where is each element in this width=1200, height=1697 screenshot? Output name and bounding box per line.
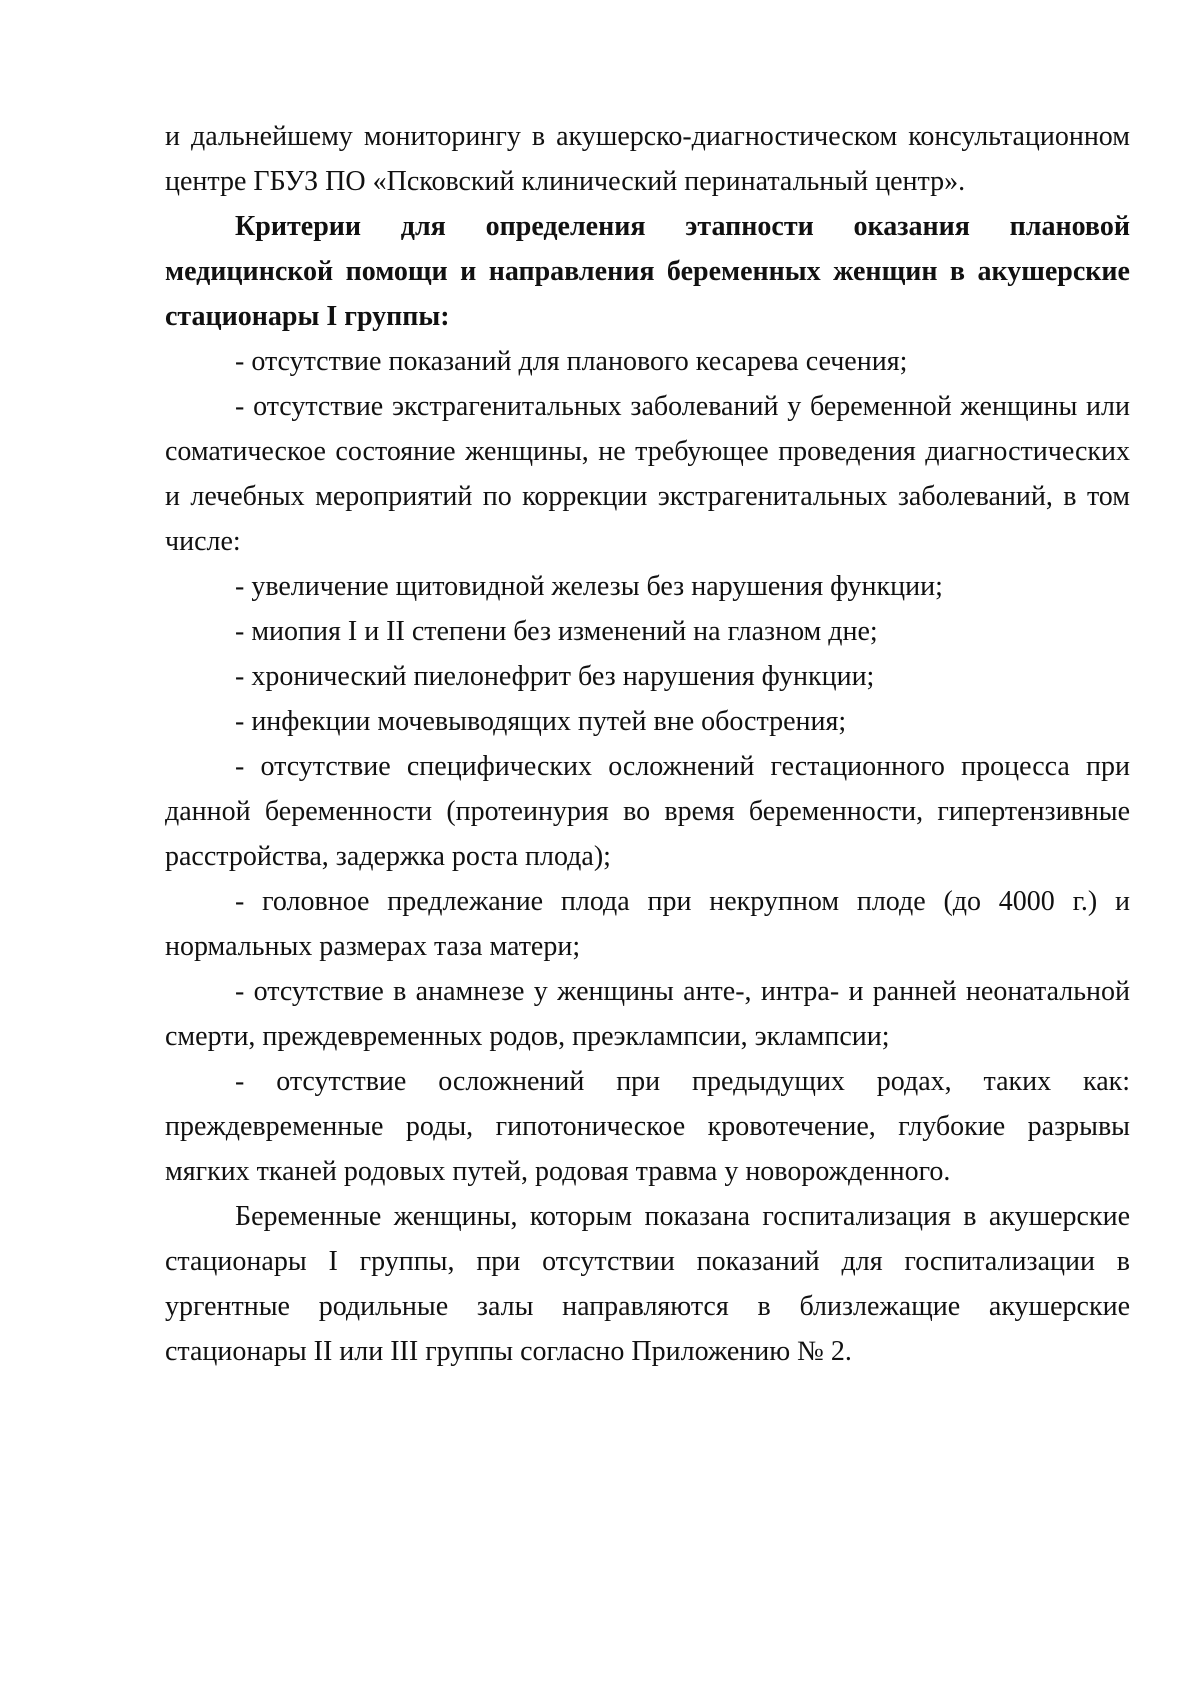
criteria-item: - отсутствие экстрагенитальных заболеваний у беременной женщины или соматическое состояние женщины, не требующее проведения диагностических и лечебных мероприятий по коррекции экстрагенитальных заболеваний, в том числе: — [165, 391, 1130, 557]
criteria-item: - инфекции мочевыводящих путей вне обострения; — [235, 706, 847, 737]
section-heading: Критерии для определения этапности оказания плановой медицинской помощи и направления беременных женщин в акушерские стационары I группы: — [165, 211, 1130, 332]
criteria-item: - хронический пиелонефрит без нарушения функции; — [235, 661, 875, 692]
criteria-item: - миопия I и II степени без изменений на глазном дне; — [235, 616, 878, 647]
criteria-item: - отсутствие в анамнезе у женщины анте-, интра- и ранней неонатальной смерти, преждевременных родов, преэклампсии, эклампсии; — [165, 976, 1130, 1052]
criteria-item: - отсутствие специфических осложнений гестационного процесса при данной беременности (протеинурия во время беременности, гипертензивные расстройства, задержка роста плода); — [165, 751, 1130, 872]
criteria-item: - головное предлежание плода при некрупном плоде (до 4000 г.) и нормальных размерах таза матери; — [165, 886, 1130, 962]
document-body — [165, 114, 1130, 1374]
criteria-item: - отсутствие показаний для планового кесарева сечения; — [235, 346, 908, 377]
conclusion-paragraph: Беременные женщины, которым показана госпитализация в акушерские стационары I группы, при отсутствии показаний для госпитализации в ургентные родильные залы направляются в близлежащие акушерские стационары II или III группы согласно Приложению № 2. — [165, 1201, 1130, 1367]
criteria-item: - отсутствие осложнений при предыдущих родах, таких как: преждевременные роды, гипотоническое кровотечение, глубокие разрывы мягких тканей родовых путей, родовая травма у новорожденного. — [165, 1066, 1130, 1187]
continuation-paragraph: и дальнейшему мониторингу в акушерско-диагностическом консультационном центре ГБУЗ ПО «Псковский клинический перинатальный центр». — [165, 121, 1130, 197]
criteria-item: - увеличение щитовидной железы без нарушения функции; — [235, 571, 943, 602]
